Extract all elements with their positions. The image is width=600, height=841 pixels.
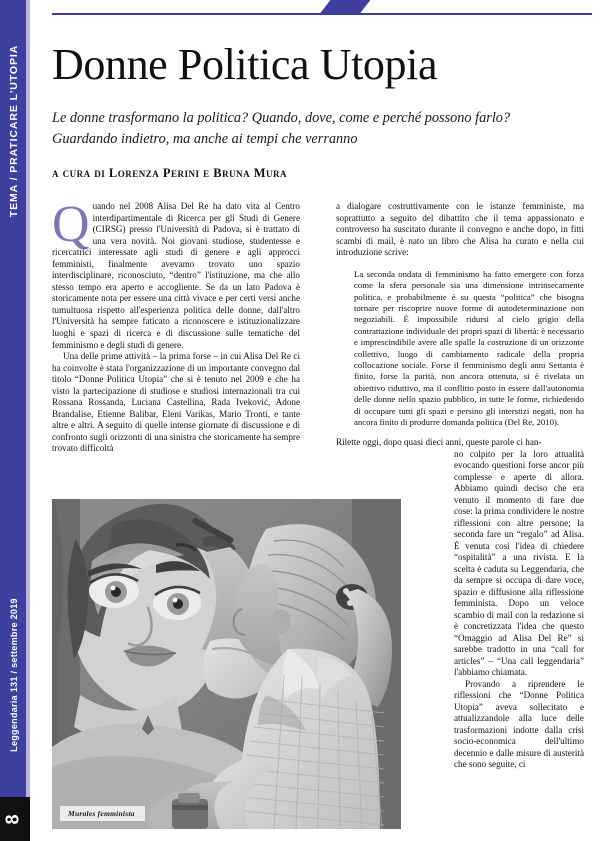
byline	[52, 166, 584, 181]
article-subtitle	[52, 108, 584, 150]
left-rail-foot	[26, 797, 30, 841]
top-rule	[52, 13, 592, 15]
page-number	[0, 797, 26, 841]
paragraph-4-lead: Rilette oggi, dopo quasi dieci anni, queste parole ci han-	[336, 437, 542, 448]
pull-quote	[336, 269, 584, 429]
paragraph-3: a dialogare costruttivamente con le istanze femministe, ma soprattutto a seguito del dibattito che il tema appassionato e controverso ha suscitato durante il convegno e anche dopo, in fitti scambi di mail, è nato un libro che Alisa ha curato e nella cui introduzione scrive:	[336, 201, 584, 258]
pull-quote-text: La seconda ondata di femminismo ha fatto emergere con forza come la sfera personale sia una dimensione intrinsecamente politica, e probabilmente è su questa “politica” che bisogna tornare per riscoprire nuove forme di autodeterminazione non negoziabili. È impossibile ridursi al cielo grigio della contrattazione individuale dei propri spazi di libertà: è necessario e imprescindibile avere alle spalle la costruzione di un orizzonte collettivo, luogo di cambiamento radicale della propria collocazione sociale. Forse il femminismo degli anni Settanta è finito, forse la parità, non ancora ottenuta, si è rivelata un obiettivo riduttivo, ma il conflitto posto in essere dall'autonomia delle donne nello spazio pubblico, in tutte le forme, richiedendo di occupare tutti gli spazi e persino gli interstizi negati, non ha ancora finito di produrre domanda politica (Del Re, 2010).	[354, 268, 584, 428]
page-title: Donne Politica Utopia	[52, 40, 438, 89]
paragraph-1-text: uando nel 2008 Alisa Del Re ha dato vita al Centro interdipartimentale di Ricerca per gli Studi di Genere (CIRSG) presso l'Università di Padova, si è trattato di una vera novità. Noi giovani studiose, studentesse e ricercatrici interessate agli studi di genere e agli approcci femministi, finalmente avevamo trovato uno spazio interdisciplinare, riconosciuto, “dentro” l'istituzione, ma che allo stesso tempo era aperto e accogliente. Se da un lato Padova è storicamente nota per essere una città vivace e per certi versi anche tumultuosa rispetto all'esperienza politica delle donne, dall'altro l'Università ha sempre faticato a riconoscere e istituzionalizzare luoghi e spazi di ricerca e di discussione sulle tematiche del femminismo e degli studi di genere.	[52, 201, 300, 350]
drop-cap: Q	[52, 196, 90, 253]
page-number-text: 8	[2, 813, 23, 825]
issue-label: Leggendaria 131 / settembre 2019	[9, 598, 19, 752]
photo-graphic	[52, 499, 401, 829]
paragraph-2: Una delle prime attività – la prima forse – in cui Alisa Del Re ci ha coinvolte è stata l'organizzazione di un importante convegno dal titolo “Donne Politica Utopia” che si è tenuto nel 2009 e che ha visto la partecipazione di studiose e studiosi internazionali tra cui Rossana Rossanda, Luciana Castellina, Rada Iveković, Adone Brandalise, Etienne Balibar, Eleni Varikas, Mario Tronti, e tante altre e altri. A seguito di quelle intense giornate di discussione e di confronto sugli orizzonti di una sinistra che storicamente ha sempre trovato difficoltà	[52, 351, 300, 454]
subtitle-line-2: Guardando indietro, ma anche ai tempi che verranno	[52, 131, 358, 147]
paragraph-5: Provando a riprendere le riflessioni che “Donne Politica Utopia” aveva sollecitato e attualizzandole alla luce delle trasformazioni indotte dalla crisi socio-economica dell'ultimo decennio e dalle misure di austerità che sono seguite, ci	[454, 678, 584, 770]
photo-caption: Murales femminista	[60, 806, 145, 821]
section-label: TEMA / PRATICARE L'UTOPIA	[8, 44, 20, 218]
byline-text: a cura di Lorenza Perini e Bruna Mura	[52, 166, 287, 180]
paragraph-1	[52, 196, 300, 351]
woman-painting-mural-photo	[52, 499, 401, 829]
subtitle-line-1: Le donne trasformano la politica? Quando, dove, come e perché possono farlo?	[52, 110, 511, 126]
paragraph-4-rest: no colpito per la loro attualità evocando questioni forse ancor più complesse e aperte di allora. Abbiamo quindi deciso che era venuto il momento di fare due cose: la prima condividere le nostre riflessioni con altre persone; la seconda fare un “regalo” ad Alisa. È venuta così l'idea di chiedere “ospitalità” a una rivista. E la scelta è caduta su Leggendaria, che da sempre si occupa di dare voce, spazio e diffusione alla riflessione femminista. Dopo un veloce scambio di mail con la redazione si è concretizzata l'idea che questo “Omaggio ad Alisa Del Re” si sarebbe tradotto in una “call for articles” – “Una call leggendaria” l'abbiamo chiamata.	[454, 448, 584, 678]
wrapped-text-beside-photo	[454, 449, 584, 771]
corner-wedge-decoration	[320, 0, 371, 14]
column-left	[52, 196, 300, 455]
